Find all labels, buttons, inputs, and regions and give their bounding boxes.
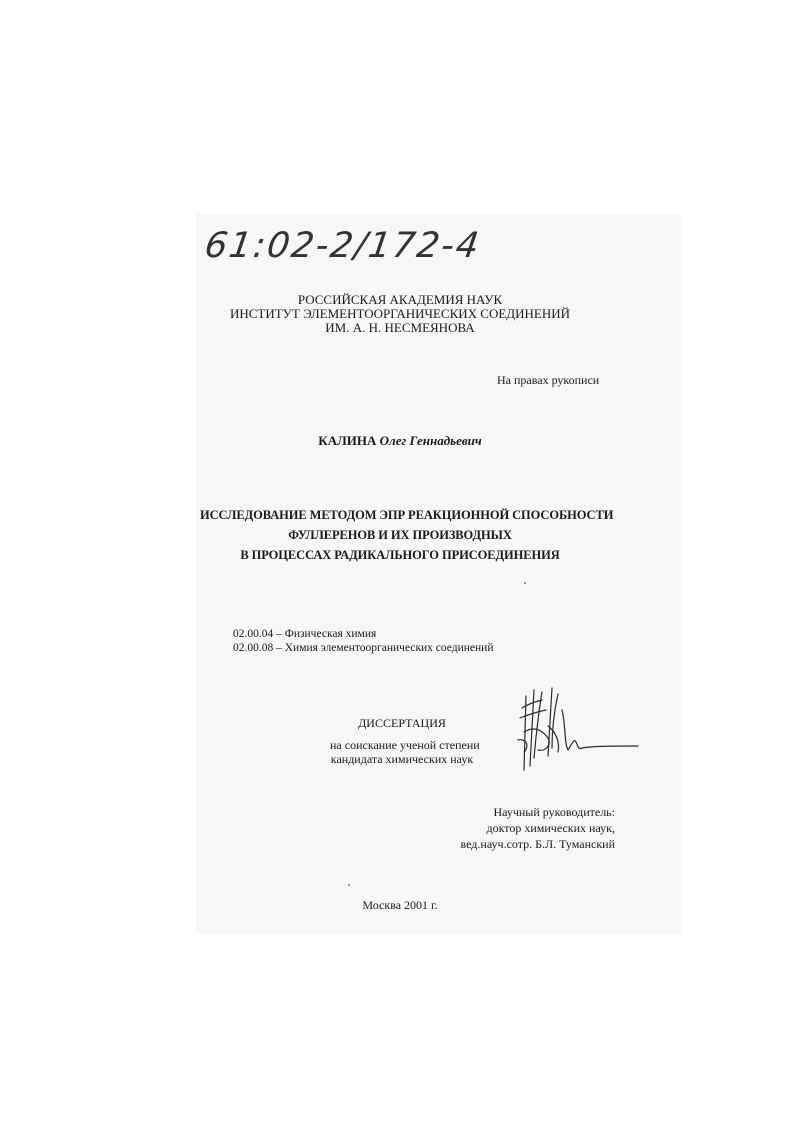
author-name [200, 433, 600, 449]
handwritten-signature [512, 686, 642, 776]
thesis-title-line-3: В ПРОЦЕССАХ РАДИКАЛЬНОГО ПРИСОЕДИНЕНИЯ [240, 548, 560, 562]
author-given-name: Олег Геннадьевич [379, 433, 482, 448]
manuscript-rights: На правах рукописи [497, 373, 600, 387]
thesis-title-line-1: ИССЛЕДОВАНИЕ МЕТОДОМ ЭПР РЕАКЦИОННОЙ СПОСОБНОСТИ [200, 508, 614, 522]
archive-number: 61:02-2/172-4 [202, 226, 484, 266]
advisor-degree: доктор химических наук, [486, 821, 615, 835]
degree-line-2: кандидата химических наук [330, 752, 474, 766]
specialty-2: 02.00.08 – Химия элементоорганических соединений [233, 642, 494, 654]
academy-name: РОССИЙСКАЯ АКАДЕМИЯ НАУК [297, 292, 503, 307]
scan-speck [524, 582, 526, 584]
scan-speck [348, 884, 350, 886]
thesis-title-line-2: ФУЛЛЕРЕНОВ И ИХ ПРОИЗВОДНЫХ [288, 528, 512, 542]
institute-name: ИНСТИТУТ ЭЛЕМЕНТООРГАНИЧЕСКИХ СОЕДИНЕНИЙ [229, 306, 571, 321]
advisor-label: Научный руководитель: [493, 805, 615, 819]
degree-line-1: на соискание ученой степени [330, 738, 480, 752]
dissertation-label: ДИССЕРТАЦИЯ [358, 716, 446, 730]
advisor-position-name: вед.науч.сотр. Б.Л. Туманский [460, 837, 615, 851]
institute-namesake: ИМ. А. Н. НЕСМЕЯНОВА [325, 320, 475, 335]
specialty-1: 02.00.04 – Физическая химия [233, 628, 377, 640]
city-and-year: Москва 2001 г. [362, 898, 438, 912]
author-surname: КАЛИНА [318, 433, 377, 448]
